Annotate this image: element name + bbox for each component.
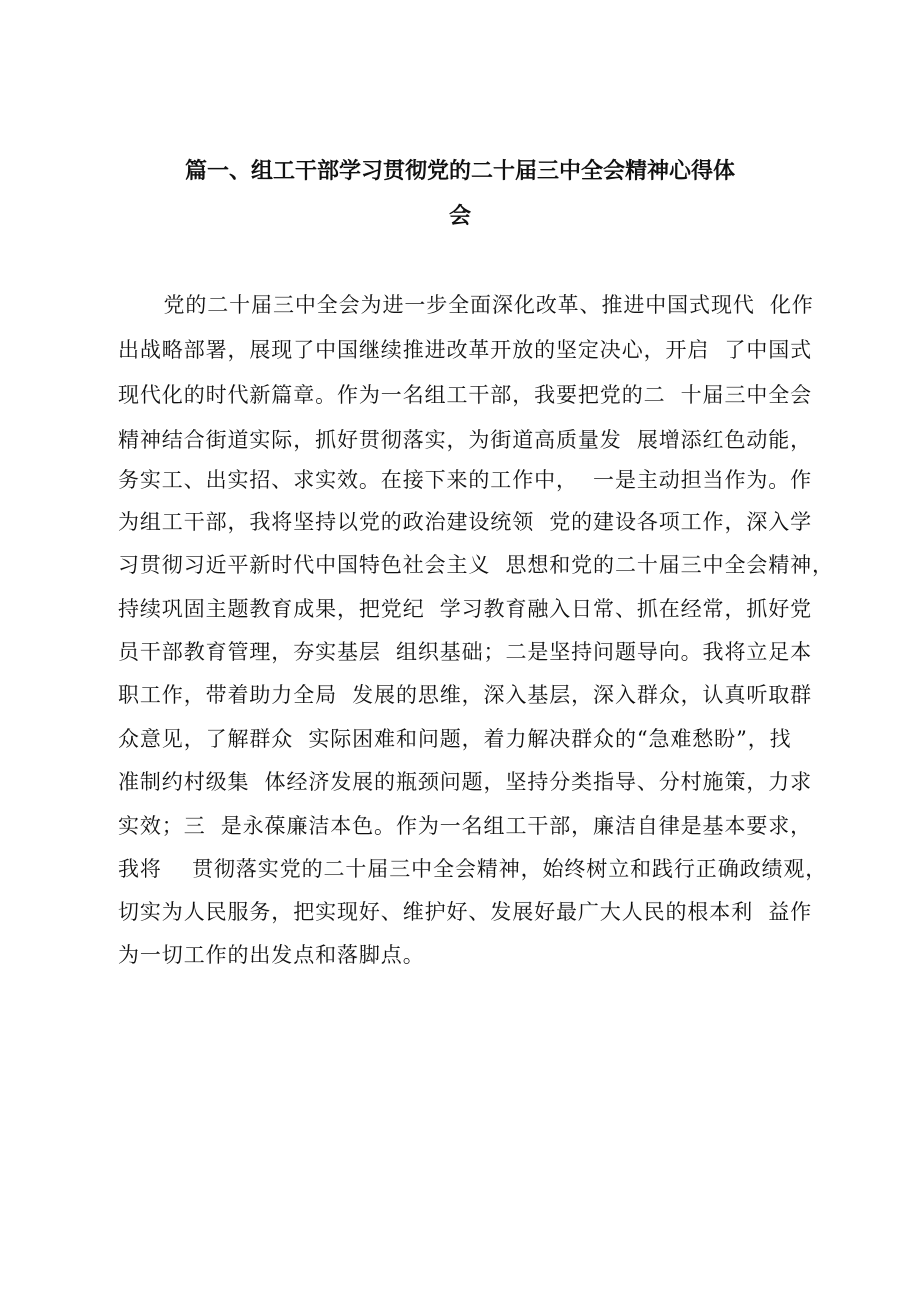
paragraph-line: 切实为人民服务，把实现好、维护好、发展好最广大人民的根本利 益作	[118, 900, 813, 924]
paragraph-line: 持续巩固主题教育成果，把党纪 学习教育融入日常、抓在经常，抓好党	[118, 597, 813, 621]
paragraph-line: 众意见，了解群众 实际困难和问题，着力解决群众的“急难愁盼”，找	[118, 727, 792, 751]
paragraph-line: 现代化的时代新篇章。作为一名组工干部，我要把党的二 十届三中全会	[118, 383, 813, 407]
paragraph-line: 为组工干部，我将坚持以党的政治建设统领 党的建设各项工作，深入学	[118, 510, 813, 534]
document-title-line-2: 会	[448, 204, 471, 229]
paragraph-line: 为一切工作的出发点和落脚点。	[118, 943, 425, 967]
paragraph-line: 务实工、出实招、求实效。在接下来的工作中， 一是主动担当作为。作	[118, 468, 813, 492]
paragraph-line: 实效；三 是永葆廉洁本色。作为一名组工干部，廉洁自律是基本要求，	[118, 814, 813, 838]
paragraph-line: 准制约村级集 体经济发展的瓶颈问题，坚持分类指导、分村施策，力求	[118, 770, 813, 794]
paragraph-line: 党的二十届三中全会为进一步全面深化改革、推进中国式现代 化作	[118, 293, 814, 317]
paragraph-line: 职工作，带着助力全局 发展的思维，深入基层，深入群众，认真听取群	[118, 683, 813, 707]
paragraph-line: 习贯彻习近平新时代中国特色社会主义 思想和党的二十届三中全会精神，	[118, 553, 834, 577]
paragraph-line: 员干部教育管理，夯实基层 组织基础；二是坚持问题导向。我将立足本	[118, 640, 813, 664]
paragraph-line: 我将 贯彻落实党的二十届三中全会精神，始终树立和践行正确政绩观，	[118, 857, 828, 881]
paragraph-line: 出战略部署，展现了中国继续推进改革开放的坚定决心，开启 了中国式	[118, 338, 813, 362]
document-title-line-1: 篇一、组工干部学习贯彻党的二十届三中全会精神心得体	[184, 159, 735, 184]
paragraph-line: 精神结合街道实际，抓好贯彻落实，为街道高质量发 展增添红色动能，	[118, 428, 813, 452]
